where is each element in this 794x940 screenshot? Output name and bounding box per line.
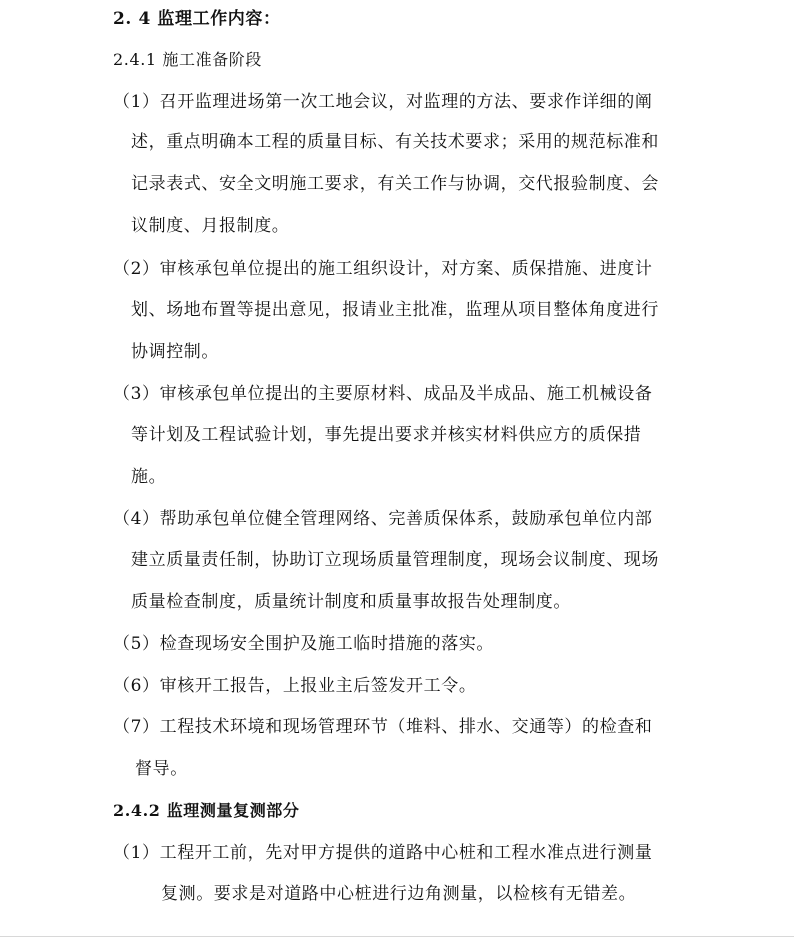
item-7-line-2: 督导。 [135,759,188,779]
item-2-line-2: 划、场地布置等提出意见，报请业主批准，监理从项目整体角度进行 [131,300,659,320]
item-1-line-3: 记录表式、安全文明施工要求，有关工作与协调，交代报验制度、会 [131,174,659,194]
item-3-line-3: 施。 [131,467,167,487]
item-2-line-3: 协调控制。 [131,342,219,362]
item-2-line-1: （2）审核承包单位提出的施工组织设计，对方案、质保措施、进度计 [113,259,653,279]
item-4-line-3: 质量检查制度，质量统计制度和质量事故报告处理制度。 [131,592,571,612]
item-1-line-1: （1）召开监理进场第一次工地会议，对监理的方法、要求作详细的阐 [113,92,653,112]
item-4-line-2: 建立质量责任制，协助订立现场质量管理制度，现场会议制度、现场 [131,550,659,570]
item-8-line-2: 复测。要求是对道路中心桩进行边角测量，以检核有无错差。 [161,884,637,904]
item-3-line-1: （3）审核承包单位提出的主要原材料、成品及半成品、施工机械设备 [113,384,653,404]
item-1-line-4: 议制度、月报制度。 [131,216,290,236]
subsection-heading-2-4-2: 2.4.2 监理测量复测部分 [113,801,300,820]
page-bottom-divider [0,936,794,937]
item-1-line-2: 述，重点明确本工程的质量目标、有关技术要求；采用的规范标准和 [131,132,659,152]
section-heading-2-4: 2. 4 监理工作内容： [113,9,281,29]
item-6-line-1: （6）审核开工报告，上报业主后签发开工令。 [113,676,477,696]
item-8-line-1: （1）工程开工前，先对甲方提供的道路中心桩和工程水准点进行测量 [113,843,653,863]
subsection-heading-2-4-1: 2.4.1 施工准备阶段 [113,50,262,69]
item-4-line-1: （4）帮助承包单位健全管理网络、完善质保体系，鼓励承包单位内部 [113,509,653,529]
item-7-line-1: （7）工程技术环境和现场管理环节（堆料、排水、交通等）的检查和 [113,717,653,737]
item-3-line-2: 等计划及工程试验计划，事先提出要求并核实材料供应方的质保措 [131,425,642,445]
item-5-line-1: （5）检查现场安全围护及施工临时措施的落实。 [113,634,495,654]
